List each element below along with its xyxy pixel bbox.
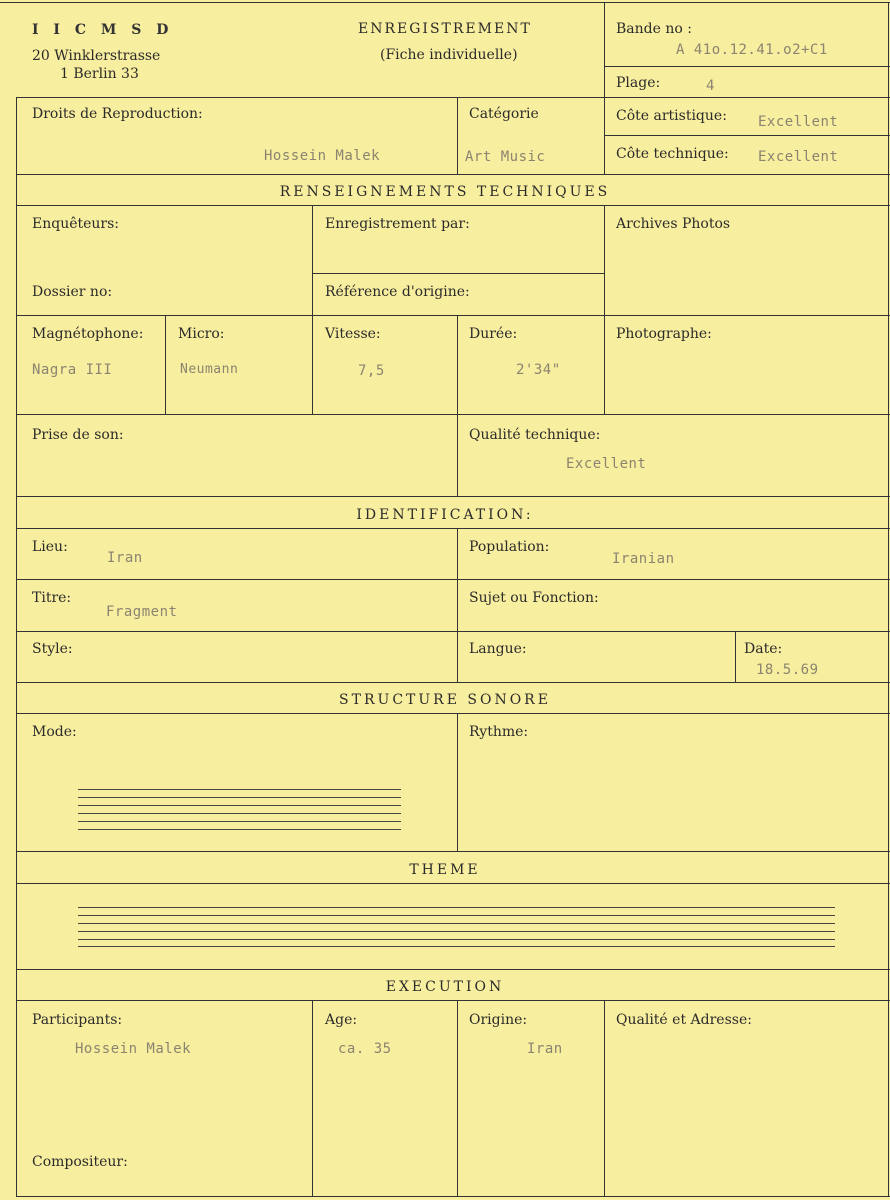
age-label: Age: [325, 1012, 358, 1028]
vline-qualite [457, 414, 458, 496]
population-label: Population: [469, 539, 550, 555]
photographe-label: Photographe: [616, 326, 712, 342]
categorie-label: Catégorie [469, 106, 539, 122]
date-value: 18.5.69 [756, 662, 819, 678]
section-title-theme: THEME [409, 862, 481, 878]
cote-technique-value: Excellent [758, 149, 839, 165]
bande-value: A 41o.12.41.o2+C1 [676, 42, 828, 58]
rythme-label: Rythme: [469, 724, 529, 740]
qualite-technique-value: Excellent [566, 456, 647, 472]
cote-artistique-label: Côte artistique: [616, 108, 727, 124]
duree-label: Durée: [469, 326, 518, 342]
form-subtitle: (Fiche individuelle) [380, 47, 518, 63]
divider-prise [16, 496, 890, 497]
categorie-value: Art Music [465, 149, 546, 165]
participants-value: Hossein Malek [75, 1041, 192, 1057]
vline-qualite-adresse [604, 1000, 605, 1196]
participants-label: Participants: [32, 1012, 123, 1028]
archives-photos-label: Archives Photos [616, 216, 731, 232]
divider-header [16, 97, 890, 98]
divider-enregistrement-reference [312, 273, 604, 274]
vitesse-value: 7,5 [358, 363, 385, 379]
divider-bande-plage [604, 66, 890, 67]
reference-label: Référence d'origine: [325, 284, 470, 300]
compositeur-label: Compositeur: [32, 1154, 128, 1170]
bande-label: Bande no : [616, 21, 692, 37]
prise-de-son-label: Prise de son: [32, 427, 124, 443]
micro-value: Neumann [180, 362, 239, 377]
left-border [16, 97, 17, 1197]
vline-rythme [457, 713, 458, 851]
titre-label: Titre: [32, 590, 72, 606]
divider-structure [16, 851, 890, 852]
divider-rights [16, 174, 890, 175]
section-title-structure: STRUCTURE SONORE [339, 692, 551, 708]
mode-label: Mode: [32, 724, 77, 740]
age-value: ca. 35 [338, 1041, 392, 1057]
divider-theme [16, 969, 890, 970]
vline-header-right [604, 2, 605, 174]
divider-style [16, 682, 890, 683]
vline-duree [457, 315, 458, 414]
bottom-border [16, 1196, 890, 1197]
section-title-technique: RENSEIGNEMENTS TECHNIQUES [279, 184, 611, 200]
droits-value: Hossein Malek [264, 148, 381, 164]
vline-origine [457, 1000, 458, 1196]
dossier-label: Dossier no: [32, 284, 113, 300]
micro-label: Micro: [178, 326, 225, 342]
divider-ident-title [16, 528, 890, 529]
population-value: Iranian [612, 551, 675, 567]
plage-value: 4 [706, 78, 715, 94]
divider-execution-title [16, 1000, 890, 1001]
lieu-value: Iran [107, 550, 143, 566]
right-border [888, 2, 889, 1197]
magnetophone-label: Magnétophone: [32, 326, 144, 342]
address-line-1: 20 Winklerstrasse [32, 48, 161, 64]
qualite-technique-label: Qualité technique: [469, 427, 601, 443]
enqueteurs-label: Enquêteurs: [32, 216, 120, 232]
origine-value: Iran [527, 1041, 563, 1057]
vline-micro [165, 315, 166, 414]
divider-tech-title [16, 205, 890, 206]
address-line-2: 1 Berlin 33 [60, 66, 139, 82]
vline-date [735, 631, 736, 682]
cote-technique-label: Côte technique: [616, 146, 729, 162]
plage-label: Plage: [616, 75, 661, 91]
section-title-execution: EXECUTION [385, 979, 505, 995]
divider-structure-title [16, 713, 890, 714]
vline-population [457, 528, 458, 682]
institute-logo: I I C M S D [32, 22, 174, 38]
style-label: Style: [32, 641, 73, 657]
section-title-identification: IDENTIFICATION: [356, 507, 534, 523]
duree-value: 2'34" [516, 362, 561, 378]
enregistrement-par-label: Enregistrement par: [325, 216, 470, 232]
divider-theme-title [16, 883, 890, 884]
date-label: Date: [744, 641, 783, 657]
qualite-adresse-label: Qualité et Adresse: [616, 1012, 752, 1028]
vline-archives [604, 205, 605, 414]
sujet-label: Sujet ou Fonction: [469, 590, 599, 606]
vitesse-label: Vitesse: [325, 326, 381, 342]
langue-label: Langue: [469, 641, 527, 657]
top-border [0, 2, 890, 3]
divider-cote [604, 135, 890, 136]
divider-dossier [16, 315, 890, 316]
vline-enregistrement [312, 205, 313, 315]
origine-label: Origine: [469, 1012, 528, 1028]
vline-categorie [457, 97, 458, 174]
divider-equipment [16, 414, 890, 415]
titre-value: Fragment [106, 604, 178, 620]
form-title: ENREGISTREMENT [358, 21, 532, 37]
droits-label: Droits de Reproduction: [32, 106, 203, 122]
divider-lieu [16, 579, 890, 580]
cote-artistique-value: Excellent [758, 114, 839, 130]
divider-titre [16, 631, 890, 632]
lieu-label: Lieu: [32, 539, 68, 555]
vline-vitesse [312, 315, 313, 414]
magnetophone-value: Nagra III [32, 362, 113, 378]
vline-age [312, 1000, 313, 1196]
